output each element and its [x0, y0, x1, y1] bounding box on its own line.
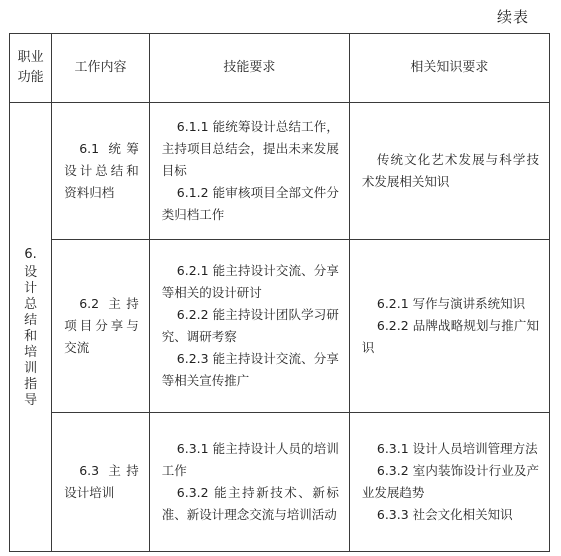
- header-function: 职业功能: [10, 34, 52, 103]
- skill-cell: [149, 240, 349, 413]
- work-content-cell: [52, 240, 150, 413]
- knowledge-item: 6.3.3 社会文化相关知识: [376, 507, 513, 522]
- header-knowledge-requirements: 相关知识要求: [349, 34, 549, 103]
- knowledge-cell: [349, 240, 549, 413]
- knowledge-cell: [349, 413, 549, 552]
- knowledge-item: 传统文化艺术发展与科学技术发展相关知识: [361, 152, 539, 189]
- work-content-cell: [52, 103, 150, 240]
- skill-item: 6.3.2 能主持新技术、新标准、新设计理念交流与培训活动: [161, 485, 339, 522]
- function-number: 6.: [24, 247, 37, 262]
- knowledge-cell: [349, 103, 549, 240]
- table-row: [10, 413, 550, 552]
- header-work-content: 工作内容: [52, 34, 150, 103]
- skill-cell: [149, 103, 349, 240]
- header-row: [10, 34, 550, 103]
- function-name: 设计总结和培训指导: [24, 265, 38, 408]
- skill-item: 6.3.1 能主持设计人员的培训工作: [161, 441, 339, 478]
- skill-item: 6.1.2 能审核项目全部文件分类归档工作: [161, 185, 339, 222]
- skill-item: 6.2.2 能主持设计团队学习研究、调研考察: [161, 307, 339, 344]
- work-content-cell: [52, 413, 150, 552]
- work-content-text: 6.2 主持项目分享与交流: [64, 296, 139, 355]
- function-cell: [10, 103, 52, 552]
- skills-table: [9, 33, 550, 552]
- knowledge-item: 6.2.1 写作与演讲系统知识: [376, 296, 526, 311]
- knowledge-item: 6.3.1 设计人员培训管理方法: [376, 441, 538, 456]
- continued-label: 续表: [496, 8, 529, 26]
- work-content-text: 6.1 统筹设计总结和资料归档: [64, 141, 139, 200]
- skill-cell: [149, 413, 349, 552]
- skill-item: 6.2.3 能主持设计交流、分享等相关宣传推广: [161, 351, 339, 388]
- table-row: [10, 240, 550, 413]
- work-content-text: 6.3 主持设计培训: [64, 463, 139, 500]
- skill-item: 6.2.1 能主持设计交流、分享等相关的设计研讨: [161, 263, 339, 300]
- skill-item: 6.1.1 能统筹设计总结工作，主持项目总结会，提出未来发展目标: [161, 119, 339, 178]
- knowledge-item: 6.3.2 室内装饰设计行业及产业发展趋势: [361, 463, 539, 500]
- knowledge-item: 6.2.2 品牌战略规划与推广知识: [361, 318, 539, 355]
- header-skill-requirements: 技能要求: [149, 34, 349, 103]
- table-row: [10, 103, 550, 240]
